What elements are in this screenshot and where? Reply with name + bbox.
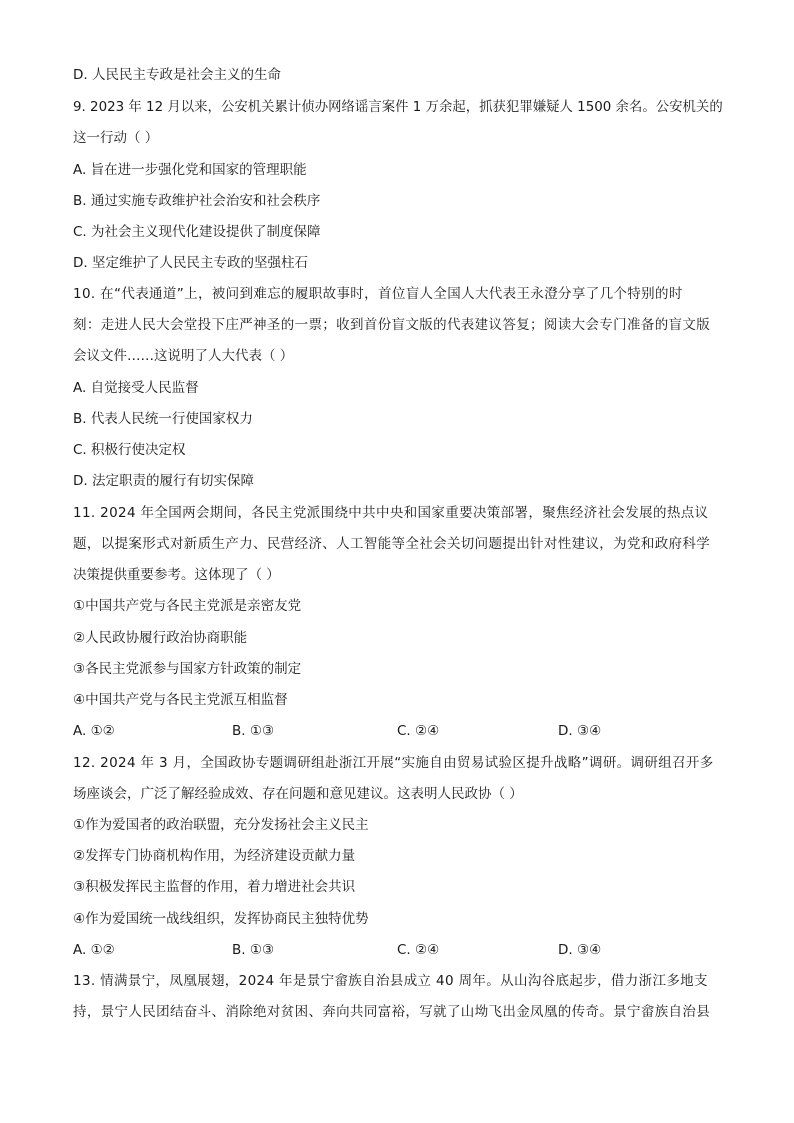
q9-stem-line-2: 这一行动（ ） bbox=[73, 130, 159, 146]
q11-choice-row bbox=[73, 721, 713, 741]
q11-stem-line-1: 11. 2024 年全国两会期间，各民主党派围绕中共中央和国家重要决策部署，聚焦经济社会发展的热点议 bbox=[73, 505, 709, 521]
q12-statement-4: ④作为爱国统一战线组织，发挥协商民主独特优势 bbox=[73, 911, 369, 927]
q13-stem-line-2: 持，景宁人民团结奋斗、消除绝对贫困、奔向共同富裕，写就了山坳飞出金凤凰的传奇。景宁畲族自治县 bbox=[73, 1004, 711, 1020]
q10-option-a: A. 自觉接受人民监督 bbox=[73, 380, 199, 396]
q11-choice-c: C. ②④ bbox=[397, 723, 440, 739]
q11-statement-1: ①中国共产党与各民主党派是亲密友党 bbox=[73, 598, 302, 614]
q11-choice-d: D. ③④ bbox=[558, 723, 602, 739]
q12-choice-a: A. ①② bbox=[73, 942, 115, 958]
q11-stem-line-2: 题，以提案形式对新质生产力、民营经济、人工智能等全社会关切问题提出针对性建议，为党和政府科学 bbox=[73, 536, 711, 552]
q11-choice-b: B. ①③ bbox=[232, 723, 275, 739]
q9-option-d: D. 坚定维护了人民民主专政的坚强柱石 bbox=[73, 255, 308, 271]
q9-option-b: B. 通过实施专政维护社会治安和社会秩序 bbox=[73, 193, 321, 209]
q11-statement-4: ④中国共产党与各民主党派互相监督 bbox=[73, 692, 288, 708]
q12-statement-1: ①作为爱国者的政治联盟，充分发扬社会主义民主 bbox=[73, 817, 369, 833]
q12-choice-row bbox=[73, 940, 713, 960]
q10-stem-line-1: 10. 在“代表通道”上，被问到难忘的履职故事时，首位盲人全国人大代表王永澄分享了几个特别的时 bbox=[73, 286, 683, 302]
q10-option-c: C. 积极行使决定权 bbox=[73, 442, 186, 458]
q9-stem-line-1: 9. 2023 年 12 月以来，公安机关累计侦办网络谣言案件 1 万余起，抓获犯罪嫌疑人 1500 余名。公安机关的 bbox=[73, 99, 723, 115]
q10-stem-line-3: 会议文件……这说明了人大代表（ ） bbox=[73, 348, 294, 364]
q12-stem-line-2: 场座谈会，广泛了解经验成效、存在问题和意见建议。这表明人民政协（ ） bbox=[73, 786, 523, 802]
q11-stem-line-3: 决策提供重要参考。这体现了（ ） bbox=[73, 567, 280, 583]
q8-option-d: D. 人民民主专政是社会主义的生命 bbox=[73, 67, 281, 83]
q12-choice-c: C. ②④ bbox=[397, 942, 440, 958]
q13-stem-line-1: 13. 情满景宁，凤凰展翅，2024 年是景宁畲族自治县成立 40 周年。从山沟谷底起步，借力浙江多地支 bbox=[73, 973, 708, 989]
q12-stem-line-1: 12. 2024 年 3 月，全国政协专题调研组赴浙江开展“实施自由贸易试验区提升战略”调研。调研组召开多 bbox=[73, 755, 714, 771]
q12-statement-3: ③积极发挥民主监督的作用，着力增进社会共识 bbox=[73, 879, 356, 895]
q10-option-d: D. 法定职责的履行有切实保障 bbox=[73, 473, 254, 489]
q11-statement-3: ③各民主党派参与国家方针政策的制定 bbox=[73, 661, 302, 677]
q9-option-a: A. 旨在进一步强化党和国家的管理职能 bbox=[73, 162, 307, 178]
q10-stem-line-2: 刻：走进人民大会堂投下庄严神圣的一票；收到首份盲文版的代表建议答复；阅读大会专门准备的盲文版 bbox=[73, 317, 711, 333]
q11-choice-a: A. ①② bbox=[73, 723, 115, 739]
q12-statement-2: ②发挥专门协商机构作用，为经济建设贡献力量 bbox=[73, 848, 356, 864]
q11-statement-2: ②人民政协履行政治协商职能 bbox=[73, 630, 248, 646]
q9-option-c: C. 为社会主义现代化建设提供了制度保障 bbox=[73, 224, 321, 240]
q10-option-b: B. 代表人民统一行使国家权力 bbox=[73, 411, 253, 427]
q12-choice-b: B. ①③ bbox=[232, 942, 275, 958]
q12-choice-d: D. ③④ bbox=[558, 942, 602, 958]
